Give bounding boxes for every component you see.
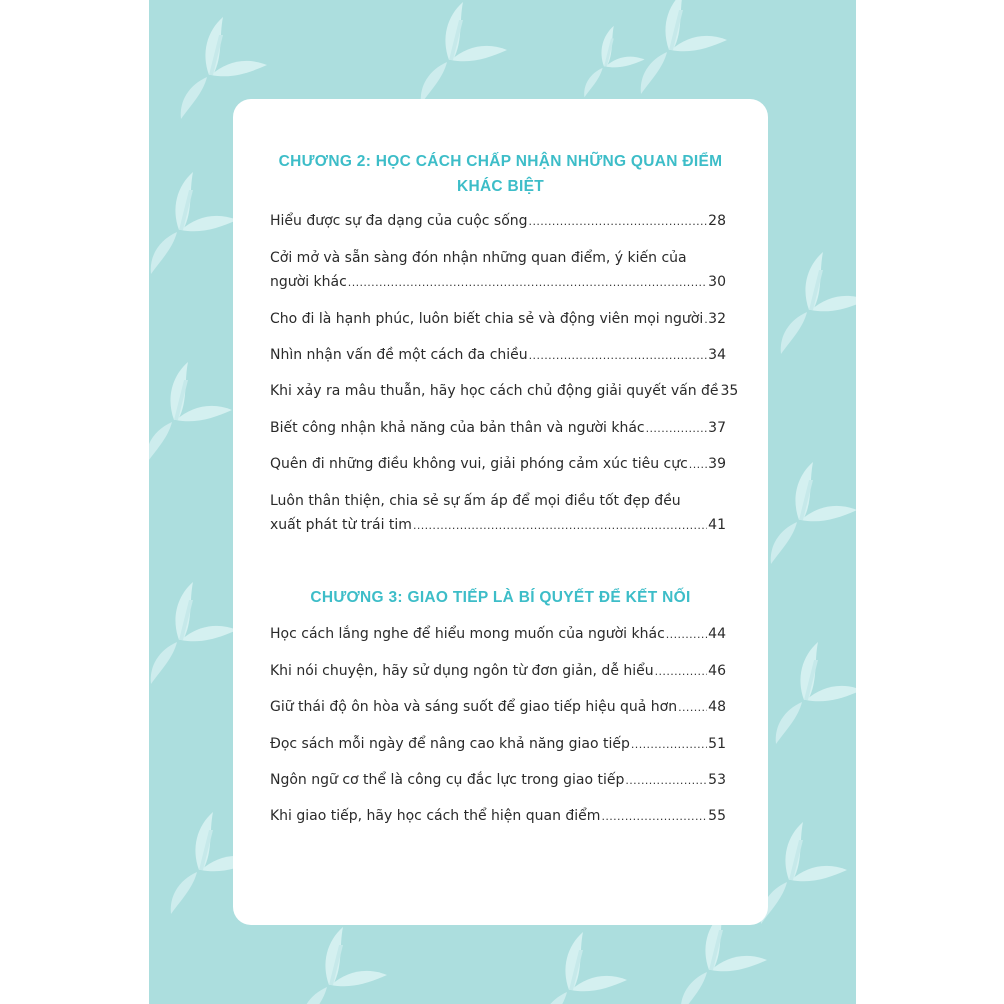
toc-entry[interactable] <box>270 416 726 441</box>
leaf-icon <box>771 462 856 564</box>
leaf-icon <box>149 362 232 464</box>
toc-entry[interactable] <box>270 695 726 720</box>
toc-page-number: 34 <box>708 347 726 363</box>
toc-page-number: 35 <box>720 383 739 399</box>
dot-leader <box>529 210 708 234</box>
chapter-3-title <box>233 585 768 610</box>
dot-leader <box>348 271 707 295</box>
toc-entry-title-line1: Cởi mở và sẵn sàng đón nhận những quan điểm, ý kiến của <box>270 250 687 266</box>
toc-page-number: 48 <box>708 699 726 715</box>
toc-entry-title: Hiểu được sự đa dạng của cuộc sống <box>270 213 528 229</box>
toc-page-number: 32 <box>708 311 726 327</box>
toc-entry[interactable] <box>270 489 726 538</box>
chapter-title-line: CHƯƠNG 2: HỌC CÁCH CHẤP NHẬN NHỮNG QUAN ĐIỂM <box>278 153 723 170</box>
toc-entry[interactable] <box>270 246 726 295</box>
toc-page-number: 46 <box>708 663 726 679</box>
dot-leader <box>646 417 708 441</box>
dot-leader <box>413 514 707 538</box>
toc-entry[interactable] <box>270 659 726 684</box>
toc-entry-title: Học cách lắng nghe để hiểu mong muốn của người khác <box>270 626 665 642</box>
toc-entry-title: Giữ thái độ ôn hòa và sáng suốt để giao tiếp hiệu quả hơn <box>270 699 678 715</box>
toc-entry-title: Khi nói chuyện, hãy sử dụng ngôn từ đơn giản, dễ hiểu <box>270 663 654 679</box>
toc-page-number: 37 <box>708 420 726 436</box>
toc-page-number: 30 <box>708 274 726 290</box>
toc-entry-title: Quên đi những điều không vui, giải phóng cảm xúc tiêu cực <box>270 456 688 472</box>
leaf-icon <box>151 172 237 274</box>
toc-entry[interactable] <box>270 343 726 368</box>
toc-entry-title: Cho đi là hạnh phúc, luôn biết chia sẻ và động viên mọi người <box>270 311 704 327</box>
toc-entry-title: Khi xảy ra mâu thuẫn, hãy học cách chủ động giải quyết vấn đề <box>270 383 719 399</box>
dot-leader <box>666 623 707 647</box>
toc-page-number: 39 <box>708 456 726 472</box>
leaf-icon <box>776 642 856 744</box>
dot-leader <box>678 696 707 720</box>
toc-entry[interactable] <box>270 804 726 829</box>
dot-leader <box>655 660 708 684</box>
book-page <box>149 0 856 1004</box>
toc-entry[interactable] <box>270 307 726 332</box>
toc-entry[interactable] <box>270 209 726 234</box>
dot-leader <box>704 308 707 332</box>
leaf-icon <box>781 252 856 354</box>
toc-page-number: 51 <box>708 736 726 752</box>
toc-page-number: 53 <box>708 772 726 788</box>
toc-entry[interactable] <box>270 732 726 757</box>
toc-entry-title: Ngôn ngữ cơ thể là công cụ đắc lực trong giao tiếp <box>270 772 625 788</box>
toc-entry[interactable] <box>270 452 726 477</box>
dot-leader <box>631 733 707 757</box>
toc-entry[interactable] <box>270 622 726 647</box>
leaf-icon <box>584 26 644 97</box>
toc-entry-title: Biết công nhận khả năng của bản thân và người khác <box>270 420 645 436</box>
toc-entry[interactable] <box>270 379 739 404</box>
chapter-2-title <box>233 149 768 199</box>
dot-leader <box>529 344 708 368</box>
chapter-title-line: KHÁC BIỆT <box>456 178 545 195</box>
dot-leader <box>625 769 707 793</box>
leaf-icon <box>541 932 627 1004</box>
toc-page-number: 41 <box>708 517 726 533</box>
leaf-icon <box>681 912 767 1004</box>
toc-page-number: 44 <box>708 626 726 642</box>
leaf-icon <box>301 927 387 1004</box>
toc-entry-title: Đọc sách mỗi ngày để nâng cao khả năng giao tiếp <box>270 736 630 752</box>
toc-page-number: 55 <box>708 808 726 824</box>
toc-entry-title: Nhìn nhận vấn đề một cách đa chiều <box>270 347 528 363</box>
leaf-icon <box>761 822 847 924</box>
toc-entry-title: Khi giao tiếp, hãy học cách thể hiện quan điểm <box>270 808 601 824</box>
dot-leader <box>689 453 707 477</box>
toc-entry[interactable] <box>270 768 726 793</box>
leaf-icon <box>421 2 507 104</box>
toc-entry-title-line1: Luôn thân thiện, chia sẻ sự ấm áp để mọi điều tốt đẹp đều <box>270 493 681 509</box>
toc-entry-title: xuất phát từ trái tim <box>270 517 412 533</box>
dot-leader <box>601 805 707 829</box>
table-of-contents-card <box>233 99 768 925</box>
toc-entry-title: người khác <box>270 274 347 290</box>
leaf-icon <box>151 582 237 684</box>
chapter-title-line: CHƯƠNG 3: GIAO TIẾP LÀ BÍ QUYẾT ĐỂ KẾT NỐI <box>310 589 691 606</box>
leaf-icon <box>641 0 727 94</box>
toc-page-number: 28 <box>708 213 726 229</box>
